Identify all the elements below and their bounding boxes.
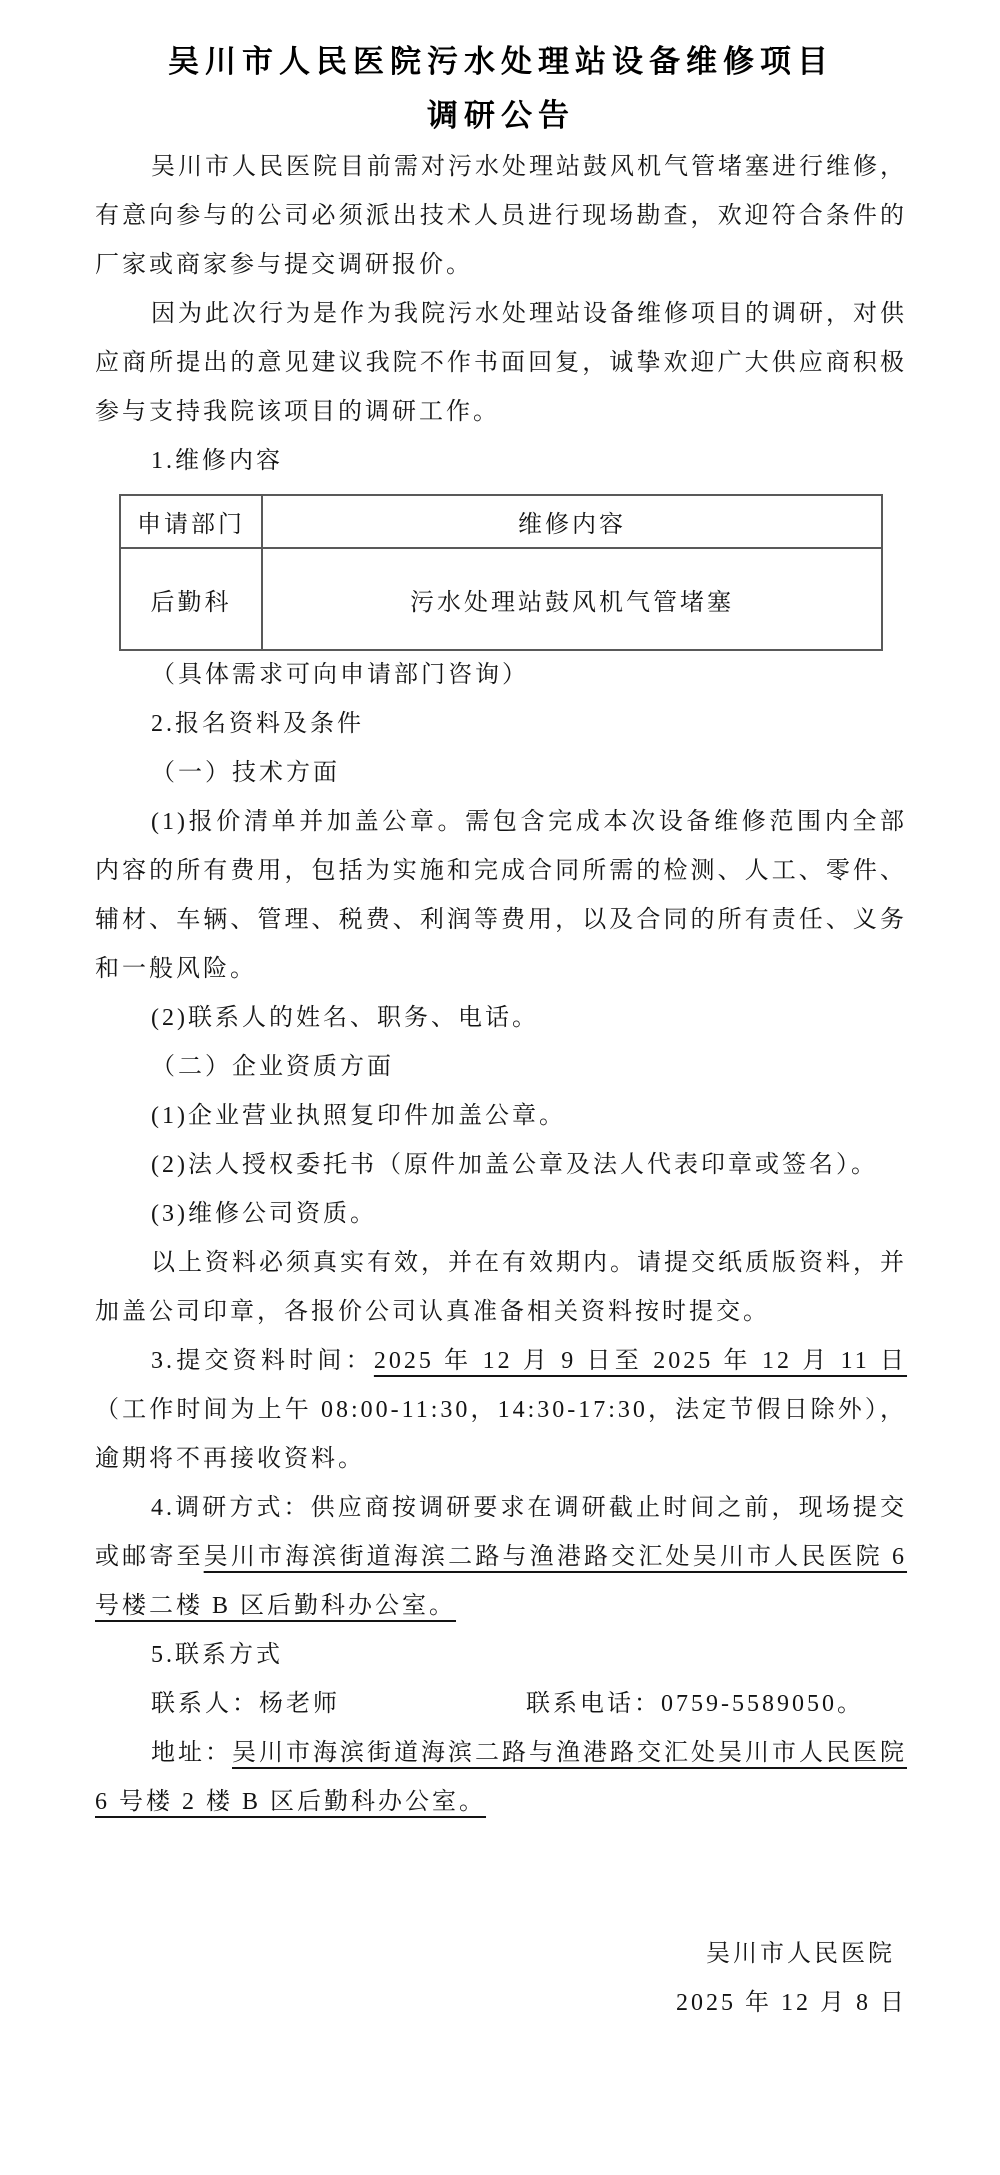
table-header-repair-content: 维修内容 — [262, 495, 882, 548]
contact-phone: 联系电话：0759-5589050。 — [526, 1691, 864, 1717]
address-label: 地址： — [151, 1740, 232, 1766]
contact-person: 联系人：杨老师 — [151, 1691, 340, 1717]
section3-paragraph — [95, 1337, 907, 1484]
section4-delivery-address: 吴川市海滨街道海滨二路与渔港路交汇处吴川市人民医院 6 号楼二楼 B 区后勤科办公室。 — [95, 1544, 908, 1619]
section2-sub2-item2: (2)法人授权委托书（原件加盖公章及法人代表印章或签名）。 — [151, 1152, 878, 1178]
signature-org: 吴川市人民医院 — [706, 1941, 895, 1967]
section1-heading: 1.维修内容 — [151, 448, 283, 474]
doc-title-line2: 调研公告 — [427, 98, 575, 133]
section3-suffix: （工作时间为上午 08:00-11:30，14:30-17:30，法定节假日除外），逾期将不再接收资料。 — [95, 1397, 907, 1472]
section3-submission-dates: 2025 年 12 月 9 日至 2025 年 12 月 11 日 — [373, 1348, 908, 1374]
table-row — [120, 548, 882, 650]
table-header-row — [120, 495, 882, 548]
section2-sub1-heading: （一）技术方面 — [151, 760, 340, 786]
doc-title-line1: 吴川市人民医院污水处理站设备维修项目 — [168, 44, 834, 79]
section2-heading: 2.报名资料及条件 — [151, 711, 364, 737]
signature-date: 2025 年 12 月 8 日 — [676, 1990, 907, 2016]
section2-sub2-heading: （二）企业资质方面 — [151, 1054, 394, 1080]
table-header-department: 申请部门 — [120, 495, 262, 548]
section1-note: （具体需求可向申请部门咨询） — [151, 662, 529, 688]
repair-content-table — [119, 494, 883, 651]
table-cell-repair-content: 污水处理站鼓风机气管堵塞 — [262, 548, 882, 650]
section2-sub2-item3: (3)维修公司资质。 — [151, 1201, 377, 1227]
section2-closing: 以上资料必须真实有效，并在有效期内。请提交纸质版资料，并加盖公司印章，各报价公司认真准备相关资料按时提交。 — [95, 1250, 907, 1325]
section4-prefix: 4.调研方式：供应商按调研要求在调研截止时间之前，现场提交或邮寄至 — [95, 1495, 907, 1570]
intro-paragraph-1: 吴川市人民医院目前需对污水处理站鼓风机气管堵塞进行维修，有意向参与的公司必须派出技术人员进行现场勘查，欢迎符合条件的厂家或商家参与提交调研报价。 — [95, 154, 907, 278]
section2-sub2-item1: (1)企业营业执照复印件加盖公章。 — [151, 1103, 566, 1129]
section3-prefix: 3.提交资料时间： — [151, 1348, 374, 1374]
section5-heading: 5.联系方式 — [151, 1642, 283, 1668]
section4-paragraph — [95, 1484, 907, 1631]
intro-paragraph-2: 因为此次行为是作为我院污水处理站设备维修项目的调研，对供应商所提出的意见建议我院不作书面回复，诚挚欢迎广大供应商积极参与支持我院该项目的调研工作。 — [95, 301, 907, 425]
table-cell-department: 后勤科 — [120, 548, 262, 650]
section2-sub1-item1: (1)报价清单并加盖公章。需包含完成本次设备维修范围内全部内容的所有费用，包括为实施和完成合同所需的检测、人工、零件、辅材、车辆、管理、税费、利润等费用，以及合同的所有责任、义务和一般风险。 — [95, 809, 907, 982]
contact-line — [95, 1680, 907, 1729]
section2-sub1-item2: (2)联系人的姓名、职务、电话。 — [151, 1005, 539, 1031]
address-value: 吴川市海滨街道海滨二路与渔港路交汇处吴川市人民医院 6 号楼 2 楼 B 区后勤科办公室。 — [95, 1740, 907, 1815]
address-line — [95, 1729, 907, 1827]
